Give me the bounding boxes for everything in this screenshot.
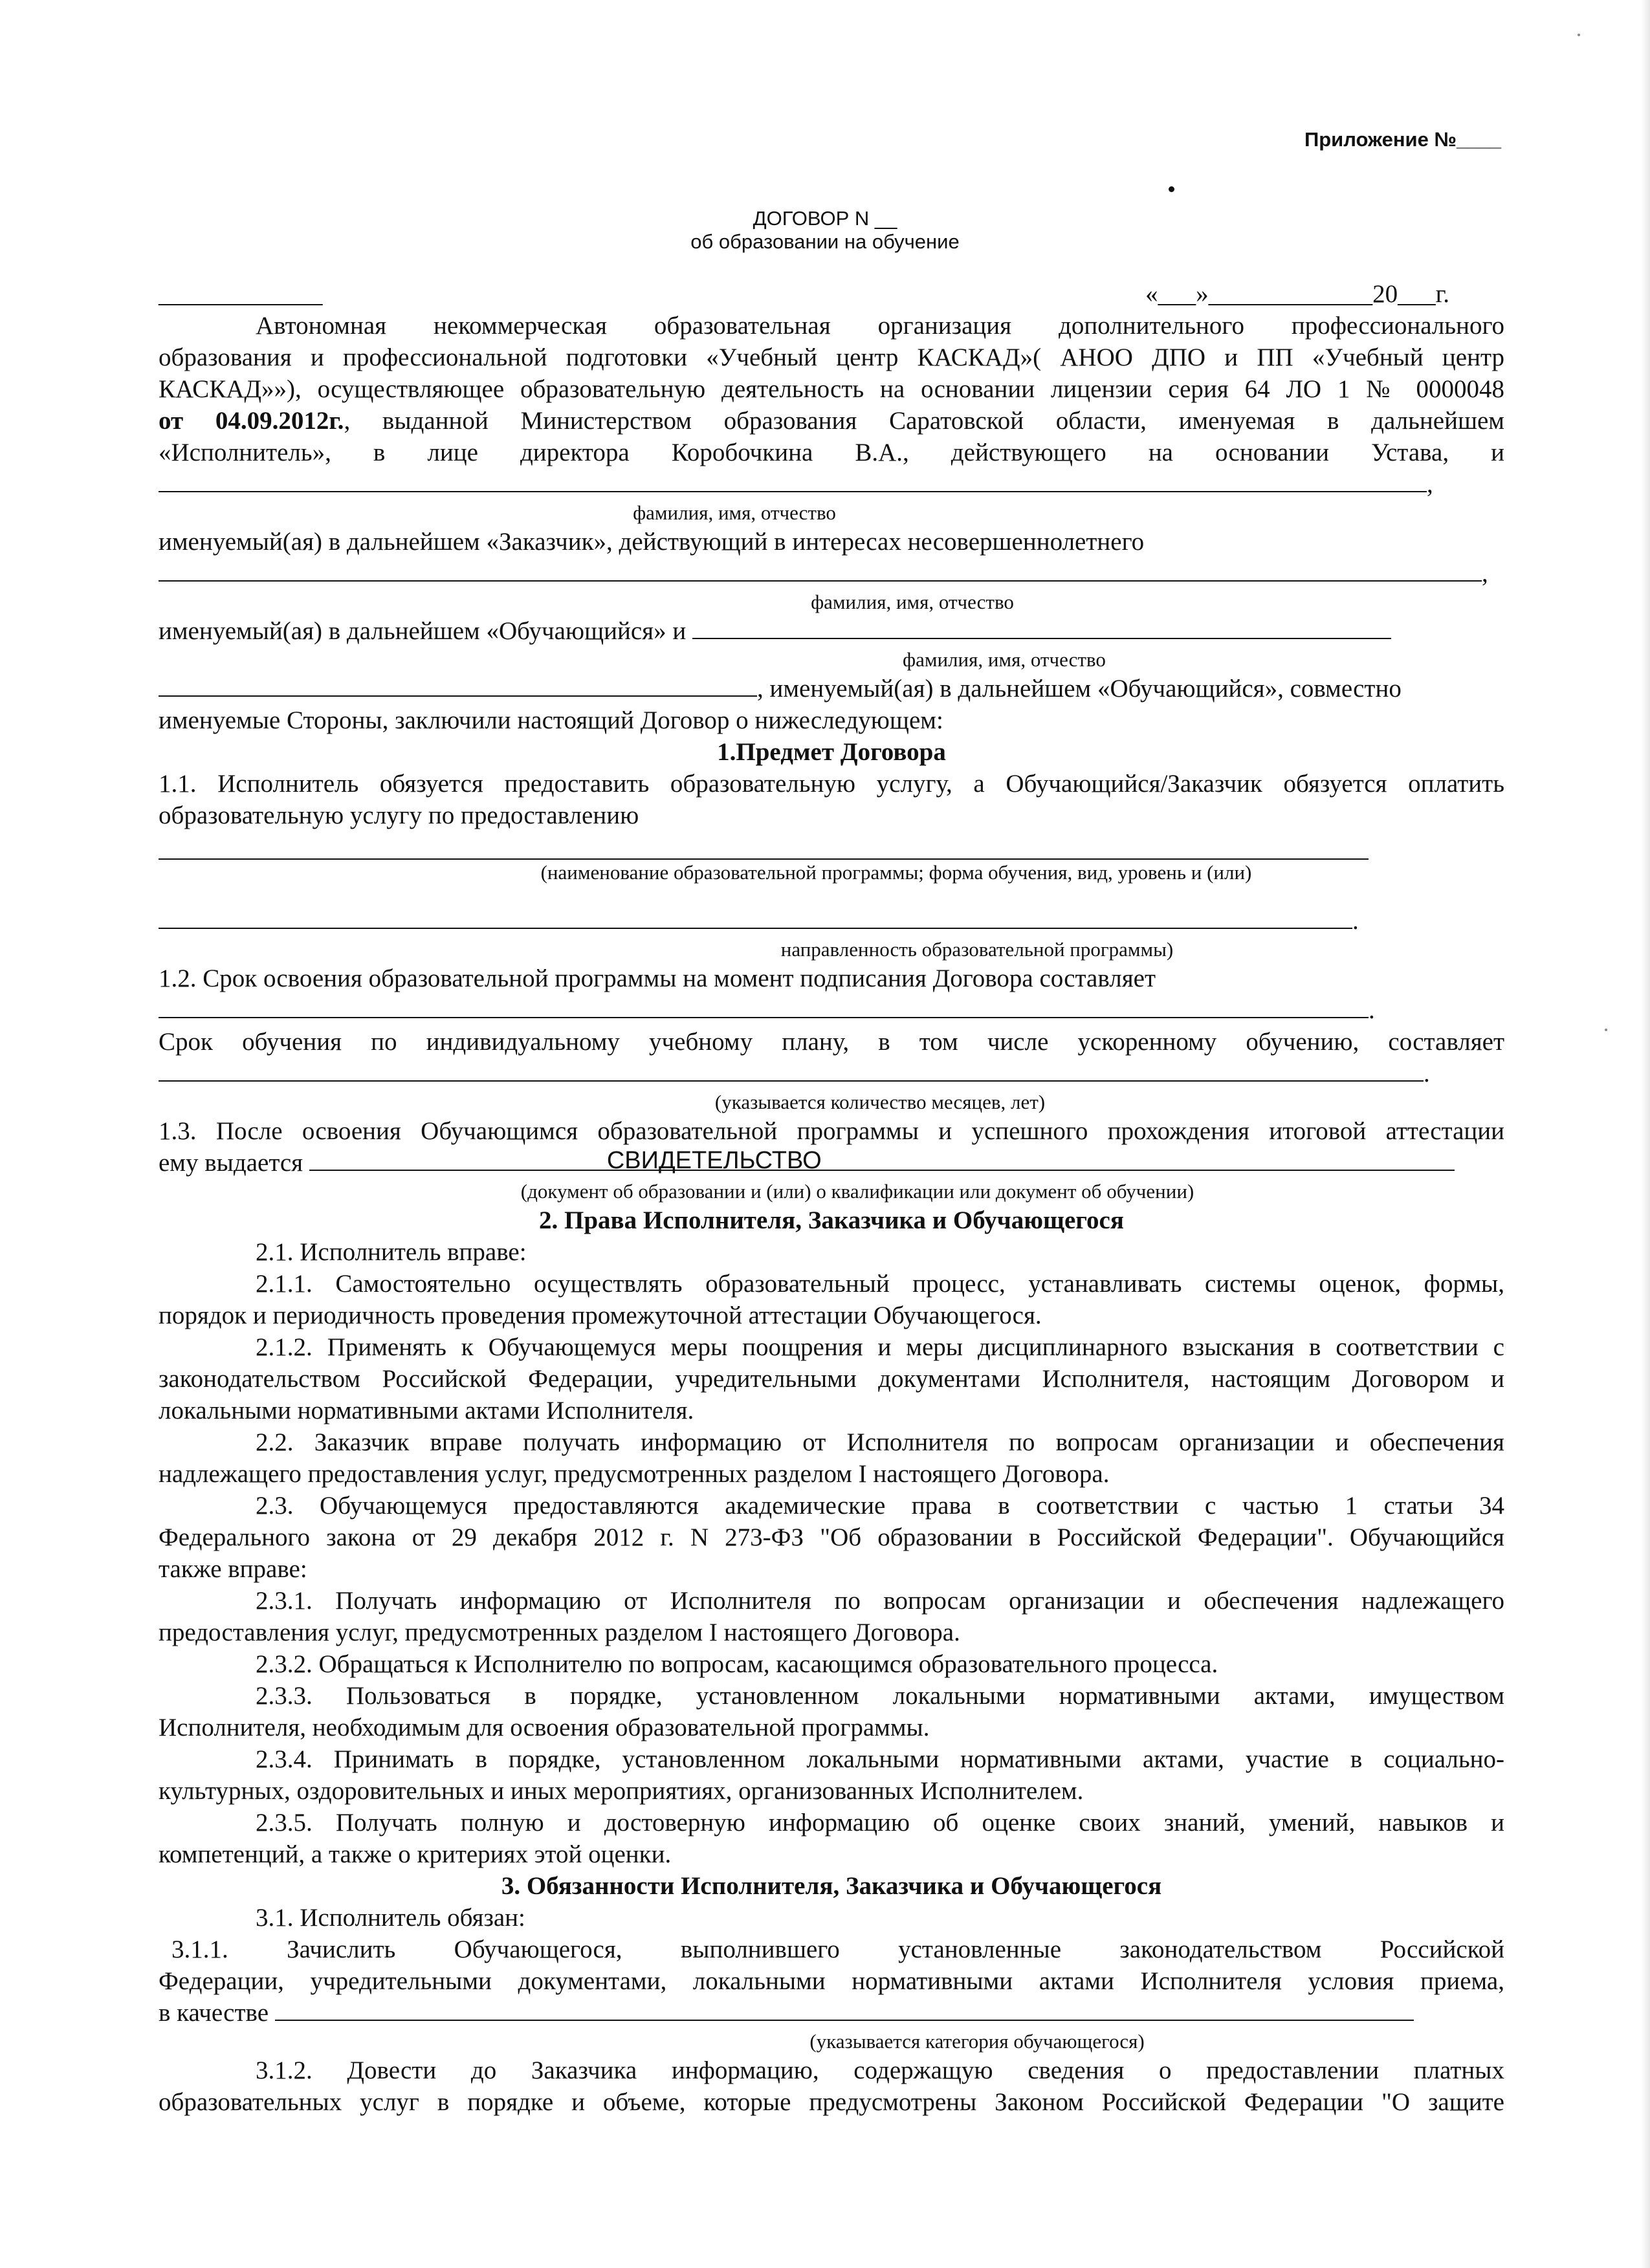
s2-line: компетенций, а также о критериях этой оценки. xyxy=(159,1840,672,1868)
minor-fio-row: , xyxy=(159,558,1504,589)
contract-title: ДОГОВОР N __ xyxy=(753,207,897,230)
clause-3-1-1-line: 3.1.1. Зачислить Обучающегося, выполнившего установленные законодательством Российской xyxy=(171,1935,1504,1963)
term-blank xyxy=(159,996,1369,1018)
certificate-text: СВИДЕТЕЛЬСТВО xyxy=(606,1147,822,1174)
preamble-line: Автономная некоммерческая образовательная организация дополнительного профессионального xyxy=(256,312,1504,340)
place-date-row xyxy=(159,278,1504,310)
s2-line: культурных, оздоровительных и иных мероприятиях, организованных Исполнителем. xyxy=(159,1777,1084,1805)
contract-date: «___»_____________20___г. xyxy=(1145,280,1449,308)
customer-fio-blank xyxy=(159,470,1427,492)
customer-line: именуемый(ая) в дальнейшем «Заказчик», действующий в интересах несовершеннолетнего xyxy=(159,528,1145,556)
clause-3-1-2-line: образовательных услуг в порядке и объеме, которые предусмотрены Законом Российской Федерации "О защите xyxy=(159,2088,1504,2116)
clause-1-3-line: ему выдается xyxy=(159,1149,303,1177)
preamble-line: образования и профессиональной подготовки «Учебный центр КАСКАД»( АНОО ДПО и ПП «Учебный центр xyxy=(159,343,1504,371)
individual-term-blank xyxy=(159,1060,1424,1082)
clause-3-1-1-line: Федерации, учредительными документами, локальными нормативными актами Исполнителя условия приема, xyxy=(159,1967,1504,1995)
hint-fio: фамилия, имя, отчество xyxy=(811,591,1014,613)
clause-1-1-line: 1.1. Исполнитель обязуется предоставить образовательную услугу, а Обучающийся/Заказчик обязуется оплатить xyxy=(159,770,1504,798)
scan-speck xyxy=(1605,1029,1607,1031)
term-row: . xyxy=(159,994,1504,1026)
hint-fio: фамилия, имя, отчество xyxy=(633,501,836,524)
appendix-label: Приложение №____ xyxy=(1304,128,1501,151)
clause-1-1-line: образовательную услугу по предоставлению xyxy=(159,801,639,829)
student-fio-blank xyxy=(692,617,1391,639)
student-line: именуемый(ая) в дальнейшем «Обучающийся» и xyxy=(159,617,687,645)
s2-line: Федерального закона от 29 декабря 2012 г. N 273-ФЗ "Об образовании в Российской Федерации". Обучающийся xyxy=(159,1523,1504,1551)
preamble-line: КАСКАД»»), осуществляющее образовательную деятельность на основании лицензии серия 64 ЛО 1 № 0000048 xyxy=(159,375,1504,403)
s2-line: 2.2. Заказчик вправе получать информацию от Исполнителя по вопросам организации и обеспечения xyxy=(256,1428,1504,1456)
clause-1-3-line: 1.3. После освоения Обучающимся образовательной программы и успешного прохождения итоговой аттестации xyxy=(159,1117,1504,1145)
hint-program: (наименование образовательной программы; форма обучения, вид, уровень и (или) xyxy=(540,861,1252,884)
s2-line: надлежащего предоставления услуг, предусмотренных разделом I настоящего Договора. xyxy=(159,1460,1110,1488)
s2-line: Исполнителя, необходимым для освоения образовательной программы. xyxy=(159,1714,930,1741)
preamble-line: «Исполнитель», в лице директора Коробочкина В.А., действующего на основании Устава, и xyxy=(159,439,1504,466)
individual-term-row: . xyxy=(159,1058,1504,1089)
s2-line: 2.3.5. Получать полную и достоверную информацию об оценке своих знаний, умений, навыков и xyxy=(256,1809,1504,1837)
s2-line: 2.1. Исполнитель вправе: xyxy=(256,1238,527,1266)
clause-1-2: 1.2. Срок освоения образовательной программы на момент подписания Договора составляет xyxy=(159,965,1156,992)
s2-line: 2.3.4. Принимать в порядке, установленном локальными нормативными актами, участие в социально- xyxy=(256,1745,1504,1773)
student2-row xyxy=(159,673,1504,704)
student2-tail: , именуемый(ая) в дальнейшем «Обучающийся», совместно xyxy=(757,675,1402,703)
scan-edge-shadow xyxy=(1641,0,1650,2268)
ink-dot xyxy=(1169,186,1174,192)
s2-line: предоставления услуг, предусмотренных разделом I настоящего Договора. xyxy=(159,1619,960,1646)
s2-line: порядок и периодичность проведения промежуточной аттестации Обучающегося. xyxy=(159,1302,1042,1329)
hint-category: (указывается категория обучающегося) xyxy=(809,2030,1145,2053)
contract-body xyxy=(159,278,1504,2118)
category-row xyxy=(159,1997,1504,2029)
place-blank: _____________ xyxy=(159,280,323,308)
minor-fio-blank xyxy=(159,560,1482,582)
section-2-heading: 2. Права Исполнителя, Заказчика и Обучающегося xyxy=(539,1206,1124,1234)
parties-line: именуемые Стороны, заключили настоящий Договор о нижеследующем: xyxy=(159,706,943,734)
clause-1-3-row xyxy=(159,1147,1504,1179)
preamble-line: от 04.09.2012г., выданной Министерством образования Саратовской области, именуемая в дальнейшем xyxy=(159,407,1504,435)
clause-1-2-individual: Срок обучения по индивидуальному учебному плану, в том числе ускоренному обучению, составляет xyxy=(159,1028,1504,1056)
clause-3-1: 3.1. Исполнитель обязан: xyxy=(256,1904,525,1932)
s2-line: 2.3.1. Получать информацию от Исполнителя по вопросам организации и обеспечения надлежащего xyxy=(256,1587,1504,1615)
document-blank xyxy=(309,1147,1455,1174)
student2-fio-blank xyxy=(159,675,757,697)
s2-line: локальными нормативными актами Исполнителя. xyxy=(159,1397,694,1424)
direction-blank xyxy=(159,907,1352,929)
section-3-heading: 3. Обязанности Исполнителя, Заказчика и Обучающегося xyxy=(501,1872,1162,1900)
hint-fio: фамилия, имя, отчество xyxy=(903,648,1106,671)
section-1-heading: 1.Предмет Договора xyxy=(717,738,946,766)
hint-direction: направленность образовательной программы) xyxy=(780,938,1174,961)
clause-3-1-2-line: 3.1.2. Довести до Заказчика информацию, содержащую сведения о предоставлении платных xyxy=(256,2056,1504,2084)
s2-line: 2.3.2. Обращаться к Исполнителю по вопросам, касающимся образовательного процесса. xyxy=(256,1650,1218,1678)
category-blank xyxy=(275,1999,1414,2021)
program-blank xyxy=(159,831,1369,860)
s2-line: 2.1.2. Применять к Обучающемуся меры поощрения и меры дисциплинарного взыскания в соответствии с xyxy=(256,1333,1504,1361)
s2-line: также вправе: xyxy=(159,1555,307,1583)
clause-3-1-1-line: в качестве xyxy=(159,1999,269,2027)
customer-fio-row: , xyxy=(159,468,1504,500)
contract-subtitle: об образовании на обучение xyxy=(690,230,960,253)
s2-line: 2.3. Обучающемуся предоставляются академические права в соответствии с частью 1 статьи 34 xyxy=(256,1492,1504,1520)
scan-speck xyxy=(1578,34,1580,36)
direction-row: . xyxy=(159,905,1504,937)
s2-line: 2.3.3. Пользоваться в порядке, установленном локальными нормативными актами, имуществом xyxy=(256,1682,1504,1710)
student-row xyxy=(159,615,1504,647)
hint-months: (указывается количество месяцев, лет) xyxy=(714,1091,1046,1113)
hint-document: (документ об образовании и (или) о квалификации или документ об обучении) xyxy=(520,1180,1194,1203)
s2-line: законодательством Российской Федерации, учредительными документами Исполнителя, настоящим Договором и xyxy=(159,1365,1504,1393)
s2-line: 2.1.1. Самостоятельно осуществлять образовательный процесс, устанавливать системы оценок, формы, xyxy=(256,1270,1504,1298)
